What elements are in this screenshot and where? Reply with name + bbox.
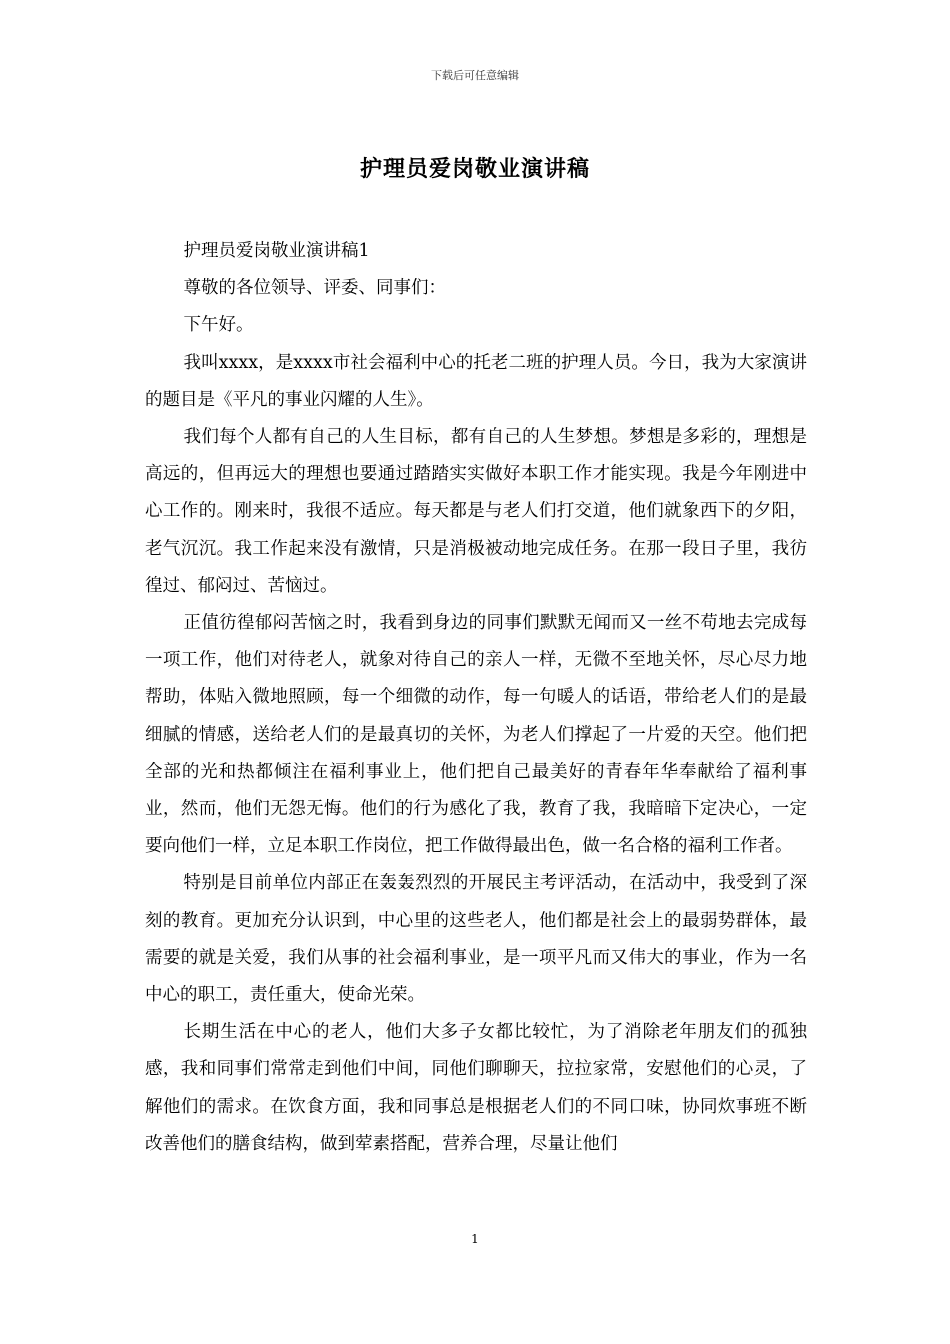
paragraph-body: 特别是目前单位内部正在轰轰烈烈的开展民主考评活动，在活动中，我受到了深刻的教育。更加充分认识到，中心里的这些老人，他们都是社会上的最弱势群体，最需要的就是关爱，我们从事的社会福利事业，是一项平凡而又伟大的事业，作为一名中心的职工，责任重大，使命光荣。 xyxy=(145,873,807,1006)
page-number: 1 xyxy=(471,1232,479,1246)
paragraph-body: 长期生活在中心的老人，他们大多子女都比较忙，为了消除老年朋友们的孤独感，我和同事们常常走到他们中间，同他们聊聊天，拉拉家常，安慰他们的心灵，了解他们的需求。在饮食方面，我和同事总是根据老人们的不同口味，协同炊事班不断改善他们的膳食结构，做到荤素搭配，营养合理，尽量让他们 xyxy=(145,1022,807,1154)
paragraph-introduction: 我叫xxxx，是xxxx市社会福利中心的托老二班的护理人员。今日，我为大家演讲的题目是《平凡的事业闪耀的人生》。 xyxy=(145,352,807,410)
paragraph-subtitle: 护理员爱岗敬业演讲稿1 xyxy=(183,241,370,261)
document-body xyxy=(145,233,807,1163)
document-title: 护理员爱岗敬业演讲稿 xyxy=(359,156,590,182)
paragraph-body: 我们每个人都有自己的人生目标，都有自己的人生梦想。梦想是多彩的，理想是高远的，但再远大的理想也要通过踏踏实实做好本职工作才能实现。我是今年刚进中心工作的。刚来时，我很不适应。每天都是与老人们打交道，他们就象西下的夕阳，老气沉沉。我工作起来没有激情，只是消极被动地完成任务。在那一段日子里，我彷徨过、郁闷过、苦恼过。 xyxy=(145,427,807,596)
paragraph-greeting: 下午好。 xyxy=(183,315,254,336)
paragraph-body: 正值彷徨郁闷苦恼之时，我看到身边的同事们默默无闻而又一丝不苟地去完成每一项工作，他们对待老人，就象对待自己的亲人一样，无微不至地关怀，尽心尽力地帮助，体贴入微地照顾，每一个细微的动作，每一句暖人的话语，带给老人们的是最细腻的情感，送给老人们的是最真切的关怀，为老人们撑起了一片爱的天空。他们把全部的光和热都倾注在福利事业上，他们把自己最美好的青春年华奉献给了福利事业，然而，他们无怨无悔。他们的行为感化了我，教育了我，我暗暗下定决心，一定要向他们一样，立足本职工作岗位，把工作做得最出色，做一名合格的福利工作者。 xyxy=(145,613,807,857)
header-note: 下载后可任意编辑 xyxy=(431,69,519,82)
paragraph-salutation: 尊敬的各位领导、评委、同事们： xyxy=(183,278,446,299)
